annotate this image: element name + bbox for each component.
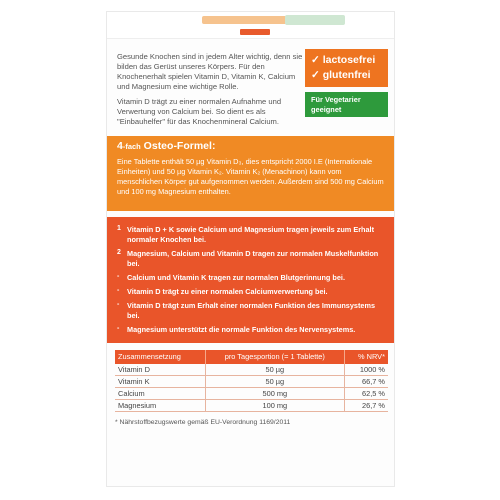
nutrient-name: Calcium <box>115 388 205 400</box>
column-header-daily-portion: pro Tagesportion (= 1 Tablette) <box>205 350 344 364</box>
top-edge-graphic <box>240 29 270 35</box>
nutrient-nrv: 62,5 % <box>344 388 388 400</box>
claim-text: Magnesium unterstützt die normale Funktion des Nervensystems. <box>127 325 356 334</box>
column-header-nrv: % NRV* <box>344 350 388 364</box>
claim-text: Calcium und Vitamin K tragen zur normalen Blutgerinnung bei. <box>127 273 345 282</box>
osteo-title-small: -fach <box>122 142 141 151</box>
health-claims-section <box>107 217 394 343</box>
claim-item <box>117 249 384 269</box>
table-row <box>115 364 388 376</box>
vegetarian-badge: Für Vegetarier geeignet <box>305 92 388 117</box>
claim-text: Vitamin D trägt zu einer normalen Calciumverwertung bei. <box>127 287 328 296</box>
table-row <box>115 400 388 412</box>
product-package-back <box>107 12 394 486</box>
osteo-title-main: Osteo-Formel: <box>140 140 216 152</box>
claim-item <box>117 301 384 321</box>
intro-text <box>117 52 305 132</box>
nutrient-nrv: 1000 % <box>344 364 388 376</box>
claim-item <box>117 287 384 297</box>
claim-text: Vitamin D + K sowie Calcium und Magnesium tragen jeweils zum Erhalt normaler Knochen bei. <box>127 225 375 244</box>
claim-marker: - <box>117 325 120 332</box>
top-edge-graphic <box>285 15 345 25</box>
nutrition-table <box>115 350 388 412</box>
nutrient-amount: 50 µg <box>205 376 344 388</box>
claim-item <box>117 273 384 283</box>
claim-marker: 2 <box>117 249 121 256</box>
badges <box>305 49 388 117</box>
osteo-title-prefix: 4 <box>117 140 123 152</box>
table-row <box>115 376 388 388</box>
osteo-title <box>117 140 215 152</box>
osteo-text: Eine Tablette enthält 50 µg Vitamin D₃, dies entspricht 2000 I.E (Internationale Einheiten) und 50 µg Vitamin K₂. Vitamin K₂ (Menachinon) kann vom menschlichen Körper gut aufgenommen werden. Außerdem sind 500 mg Calcium und 100 mg Magnesium enthalten. <box>117 157 384 196</box>
nutrient-name: Magnesium <box>115 400 205 412</box>
nutrient-nrv: 66,7 % <box>344 376 388 388</box>
claim-marker: - <box>117 273 120 280</box>
nrv-footnote: * Nährstoffbezugswerte gemäß EU-Verordnung 1169/2011 <box>115 419 291 426</box>
nutrient-amount: 100 mg <box>205 400 344 412</box>
osteo-formula-section <box>107 136 394 211</box>
nutrient-amount: 500 mg <box>205 388 344 400</box>
nutrient-amount: 50 µg <box>205 364 344 376</box>
package-top-edge <box>107 12 394 39</box>
claim-item <box>117 225 384 245</box>
health-claims-list <box>107 217 394 335</box>
claim-marker: - <box>117 301 120 308</box>
column-header-composition: Zusammensetzung <box>115 350 205 364</box>
table-row <box>115 388 388 400</box>
claim-marker: - <box>117 287 120 294</box>
table-header-row <box>115 350 388 364</box>
intro-paragraph-1: Gesunde Knochen sind in jedem Alter wichtig, denn sie bilden das Gerüst unseres Körpers. Für den Knochenerhalt spielen Vitamin D, Vitamin K, Calcium und Magnesium eine wichtige Rolle. <box>117 52 303 91</box>
claim-text: Magnesium, Calcium und Vitamin D tragen zur normalen Muskelfunktion bei. <box>127 249 379 268</box>
free-from-badge <box>305 49 388 87</box>
nutrient-name: Vitamin K <box>115 376 205 388</box>
lactose-free-label: ✓ lactosefrei <box>311 54 376 66</box>
intro-paragraph-2: Vitamin D trägt zu einer normalen Aufnahme und Verwertung von Calcium bei. So dient es als "Einbauhelfer" für das Knochenmineral Calcium. <box>117 97 282 126</box>
claim-marker: 1 <box>117 225 121 232</box>
claim-item <box>117 325 384 335</box>
claim-text: Vitamin D trägt zum Erhalt einer normalen Funktion des Immunsystems bei. <box>127 301 376 320</box>
gluten-free-label: ✓ glutenfrei <box>311 69 371 81</box>
nutrient-name: Vitamin D <box>115 364 205 376</box>
nutrient-nrv: 26,7 % <box>344 400 388 412</box>
